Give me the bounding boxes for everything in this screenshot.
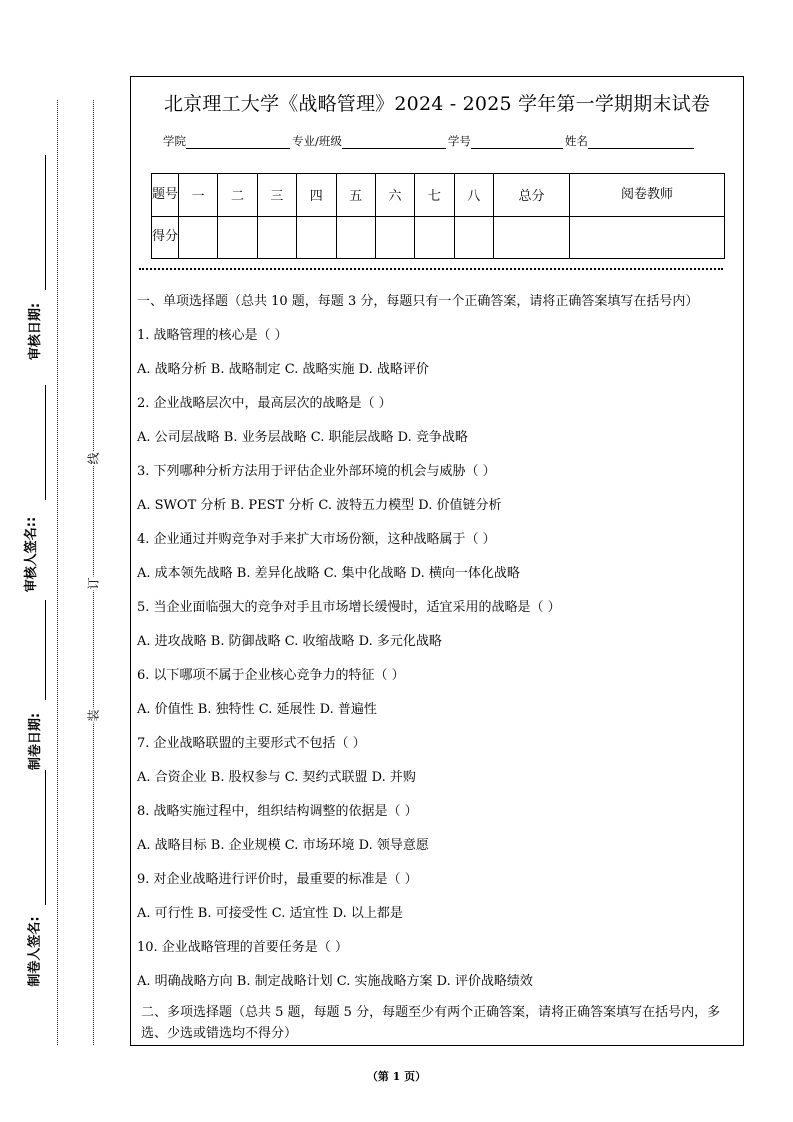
order-mark: 订	[86, 577, 101, 590]
dotted-separator	[139, 268, 723, 270]
make-date-underline	[45, 600, 46, 700]
score-table-score-row	[152, 216, 725, 259]
binding-margin	[0, 0, 128, 1122]
col-1: 一	[179, 174, 218, 217]
score-cell-3[interactable]	[257, 216, 296, 259]
options-1: A. 战略分析 B. 战略制定 C. 战略实施 D. 战略评价	[137, 362, 429, 377]
score-cell-grader[interactable]	[570, 216, 725, 259]
exam-frame	[130, 76, 744, 1046]
question-7: 7. 企业战略联盟的主要形式不包括（ ）	[137, 736, 366, 751]
maker-sign-label: 制卷人签名:	[24, 916, 43, 986]
options-7: A. 合资企业 B. 股权参与 C. 契约式联盟 D. 并购	[137, 770, 416, 785]
name-label: 姓名	[564, 134, 588, 148]
exam-content	[137, 291, 735, 1044]
question-2: 2. 企业战略层次中，最高层次的战略是（ ）	[137, 396, 392, 411]
question-4: 4. 企业通过并购竞争对手来扩大市场份额，这种战略属于（ ）	[137, 532, 496, 547]
name-field[interactable]	[588, 136, 694, 149]
review-date-underline	[45, 155, 46, 290]
col-2: 二	[218, 174, 257, 217]
col-8: 八	[454, 174, 493, 217]
question-6: 6. 以下哪项不属于企业核心竞争力的特征（ ）	[137, 668, 405, 683]
question-10: 10. 企业战略管理的首要任务是（ ）	[137, 940, 348, 955]
college-label: 学院	[163, 134, 186, 148]
col-grader: 阅卷教师	[570, 174, 725, 217]
options-2: A. 公司层战略 B. 业务层战略 C. 职能层战略 D. 竞争战略	[137, 430, 468, 445]
col-6: 六	[375, 174, 414, 217]
major-field[interactable]	[342, 136, 446, 149]
col-total: 总分	[494, 174, 570, 217]
bind-mark: 装	[86, 709, 101, 722]
options-6: A. 价值性 B. 独特性 C. 延展性 D. 普遍性	[137, 702, 377, 717]
review-date-label: 审核日期:	[24, 303, 43, 360]
score-cell-5[interactable]	[336, 216, 375, 259]
score-cell-8[interactable]	[454, 216, 493, 259]
section-2-title: 二、多项选择题（总共 5 题，每题 5 分，每题至少有两个正确答案，请将正确答案填写在括号内，多选、少选或错选均不得分）	[141, 1005, 721, 1041]
options-8: A. 战略目标 B. 企业规模 C. 市场环境 D. 领导意愿	[137, 838, 429, 853]
student-id-field[interactable]	[471, 136, 563, 149]
dotted-line-inner	[93, 100, 94, 1045]
options-4: A. 成本领先战略 B. 差异化战略 C. 集中化战略 D. 横向一体化战略	[137, 566, 520, 581]
question-9: 9. 对企业战略进行评价时，最重要的标准是（ ）	[137, 872, 418, 887]
college-field[interactable]	[186, 136, 290, 149]
options-9: A. 可行性 B. 可接受性 C. 适宜性 D. 以上都是	[137, 906, 403, 921]
col-5: 五	[336, 174, 375, 217]
page-number: （第 1 页）	[366, 1070, 427, 1083]
options-10: A. 明确战略方向 B. 制定战略计划 C. 实施战略方案 D. 评价战略绩效	[137, 974, 533, 989]
score-cell-total[interactable]	[494, 216, 570, 259]
score-cell-4[interactable]	[297, 216, 336, 259]
score-table	[151, 173, 725, 259]
reviewer-sign-label: 审核人签名::	[20, 517, 39, 592]
maker-sign-underline	[45, 770, 46, 905]
options-5: A. 进攻战略 B. 防御战略 C. 收缩战略 D. 多元化战略	[137, 634, 442, 649]
score-table-header-row	[152, 174, 725, 217]
student-id-label: 学号	[447, 134, 471, 148]
exam-title: 北京理工大学《战略管理》2024 - 2025 学年第一学期期末试卷	[163, 93, 711, 115]
section-1-title: 一、单项选择题（总共 10 题，每题 3 分，每题只有一个正确答案，请将正确答案填写在括号内）	[137, 294, 699, 309]
question-1: 1. 战略管理的核心是（ ）	[137, 328, 288, 343]
row-label-question-no: 题号	[152, 174, 179, 217]
major-label: 专业/班级	[292, 134, 342, 148]
student-info-row	[163, 133, 696, 149]
score-cell-1[interactable]	[179, 216, 218, 259]
line-mark: 线	[86, 452, 101, 465]
col-4: 四	[297, 174, 336, 217]
score-cell-6[interactable]	[375, 216, 414, 259]
reviewer-sign-underline	[45, 385, 46, 500]
question-8: 8. 战略实施过程中，组织结构调整的依据是（ ）	[137, 804, 418, 819]
question-3: 3. 下列哪种分析方法用于评估企业外部环境的机会与威胁（ ）	[137, 464, 496, 479]
make-date-label: 制卷日期:	[24, 713, 43, 770]
score-cell-2[interactable]	[218, 216, 257, 259]
row-label-score: 得分	[152, 216, 179, 259]
col-3: 三	[257, 174, 296, 217]
dotted-line-outer	[57, 100, 58, 1045]
options-3: A. SWOT 分析 B. PEST 分析 C. 波特五力模型 D. 价值链分析	[137, 498, 502, 513]
col-7: 七	[415, 174, 454, 217]
question-5: 5. 当企业面临强大的竞争对手且市场增长缓慢时，适宜采用的战略是（ ）	[137, 600, 561, 615]
score-cell-7[interactable]	[415, 216, 454, 259]
